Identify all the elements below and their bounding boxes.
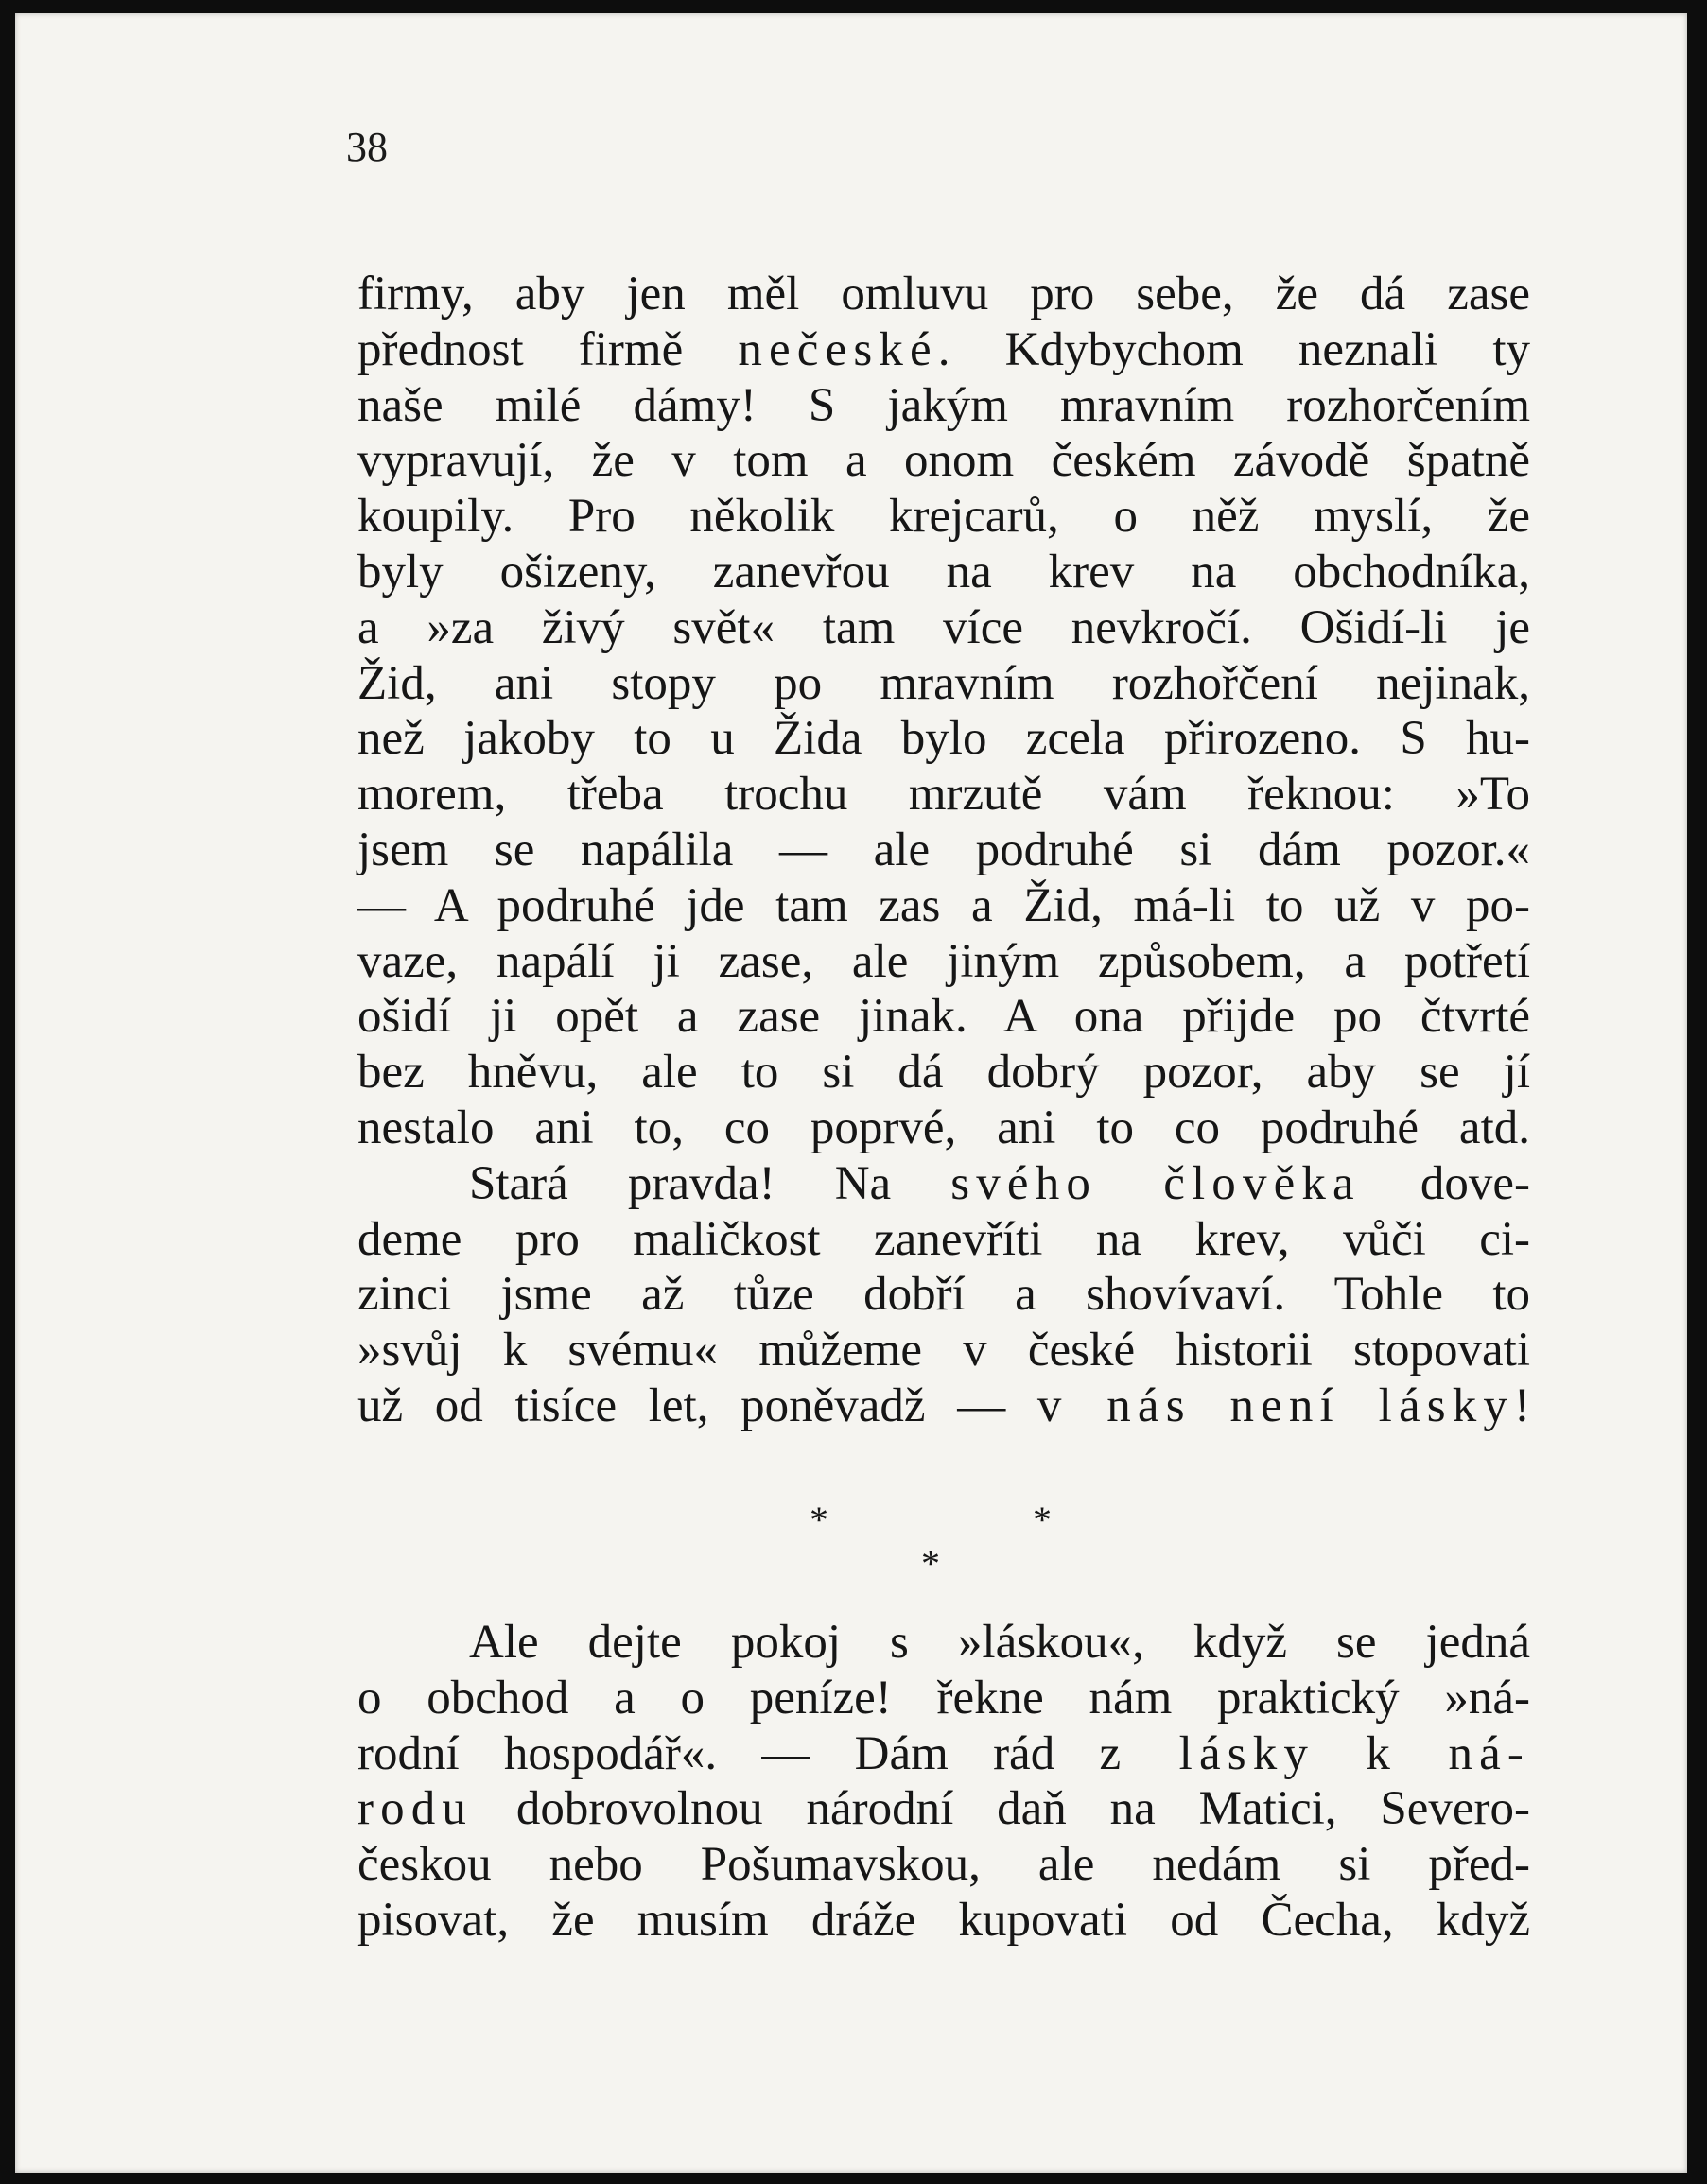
- text-run: . Kdybychom neznali ty: [937, 322, 1530, 376]
- text-run: českou nebo Pošumavskou, ale nedám si před-: [357, 1838, 1530, 1892]
- spaced-emphasis: nečeské: [738, 322, 938, 376]
- spaced-emphasis: z lásky k ná-: [1099, 1726, 1530, 1780]
- text-line: [357, 1615, 1530, 1671]
- text-line: [357, 1156, 1530, 1212]
- text-line: [357, 267, 1530, 322]
- text-line: [357, 545, 1530, 600]
- text-line: [357, 378, 1530, 434]
- asterisk-center: *: [921, 1542, 940, 1585]
- text-run: bez hněvu, ale to si dá dobrý pozor, aby se jí: [357, 1046, 1530, 1100]
- text-line: [357, 1212, 1530, 1268]
- text-run: a »za živý svět« tam více nevkročí. Ošidí-li je: [357, 600, 1530, 654]
- text-line: [357, 1267, 1530, 1323]
- text-run: pisovat, že musím dráže kupovati od Čecha, když: [357, 1893, 1530, 1947]
- text-line: [357, 1378, 1530, 1434]
- text-run: Stará pravda! Na: [469, 1156, 951, 1210]
- text-line: [357, 711, 1530, 767]
- text-line: [357, 1671, 1530, 1726]
- text-run: koupily. Pro několik krejcarů, o něž myslí, že: [357, 490, 1530, 544]
- text-run: zinci jsme až tůze dobří a shovívaví. Tohle to: [357, 1268, 1530, 1322]
- text-line: [357, 433, 1530, 489]
- text-run: než jakoby to u Žida bylo zcela přirozeno. S hu-: [357, 712, 1530, 766]
- text-run: dobrovolnou národní daň na Matici, Severo-: [473, 1782, 1530, 1836]
- text-line: [357, 600, 1530, 656]
- text-run: dove-: [1360, 1156, 1530, 1210]
- page-number: 38: [346, 124, 388, 170]
- text-run: ošidí ji opět a zase jinak. A ona přijde po čtvrté: [357, 990, 1530, 1044]
- text-line: [357, 934, 1530, 990]
- text-run: Ale dejte pokoj s »láskou«, když se jedná: [469, 1616, 1530, 1669]
- text-run: !: [1514, 1378, 1530, 1432]
- section-divider-asterisks: [15, 1488, 1687, 1602]
- text-line: [357, 1045, 1530, 1101]
- spaced-emphasis: rodu: [357, 1782, 474, 1836]
- spaced-emphasis: v nás není lásky: [1036, 1378, 1515, 1432]
- text-line: [357, 656, 1530, 712]
- text-run: byly ošizeny, zanevřou na krev na obchodníka,: [357, 545, 1530, 598]
- text-line: [357, 878, 1530, 934]
- asterisk-right: *: [1033, 1499, 1052, 1541]
- text-line: [357, 1781, 1530, 1837]
- text-run: Žid, ani stopy po mravním rozhořčení nejinak,: [357, 656, 1530, 710]
- text-run: morem, třeba trochu mrzutě vám řeknou: »To: [357, 768, 1530, 822]
- text-run: už od tisíce let, poněvadž —: [357, 1378, 1037, 1432]
- paragraph-block-1: [357, 267, 1530, 1434]
- text-run: vypravují, že v tom a onom českém závodě špatně: [357, 434, 1530, 488]
- book-page: [15, 13, 1687, 2173]
- text-line: [357, 767, 1530, 823]
- text-run: vaze, napálí ji zase, ale jiným způsobem, a potřetí: [357, 934, 1530, 988]
- text-line: [357, 322, 1530, 378]
- text-run: deme pro maličkost zanevříti na krev, vůči ci-: [357, 1212, 1530, 1266]
- text-run: naše milé dámy! S jakým mravním rozhorčením: [357, 378, 1530, 432]
- text-run: — A podruhé jde tam zas a Žid, má-li to už v po-: [357, 878, 1530, 932]
- paragraph-block-2: [357, 1615, 1530, 1949]
- text-line: [357, 1323, 1530, 1378]
- spaced-emphasis: svého člověka: [950, 1156, 1361, 1210]
- text-line: [357, 1726, 1530, 1782]
- text-run: »svůj k svému« můžeme v české historii stopovati: [357, 1324, 1530, 1378]
- text-run: rodní hospodář«. — Dám rád: [357, 1726, 1100, 1780]
- asterisk-left: *: [810, 1499, 828, 1541]
- text-line: [357, 1837, 1530, 1893]
- text-line: [357, 489, 1530, 545]
- text-line: [357, 1893, 1530, 1949]
- text-run: o obchod a o peníze! řekne nám praktický »ná-: [357, 1671, 1530, 1725]
- text-run: jsem se napálila — ale podruhé si dám pozor.«: [357, 823, 1530, 876]
- text-run: firmy, aby jen měl omluvu pro sebe, že dá zase: [357, 268, 1530, 321]
- text-line: [357, 1101, 1530, 1156]
- text-run: nestalo ani to, co poprvé, ani to co podruhé atd.: [357, 1101, 1530, 1154]
- text-line: [357, 823, 1530, 878]
- text-run: přednost firmě: [357, 322, 739, 376]
- text-line: [357, 989, 1530, 1045]
